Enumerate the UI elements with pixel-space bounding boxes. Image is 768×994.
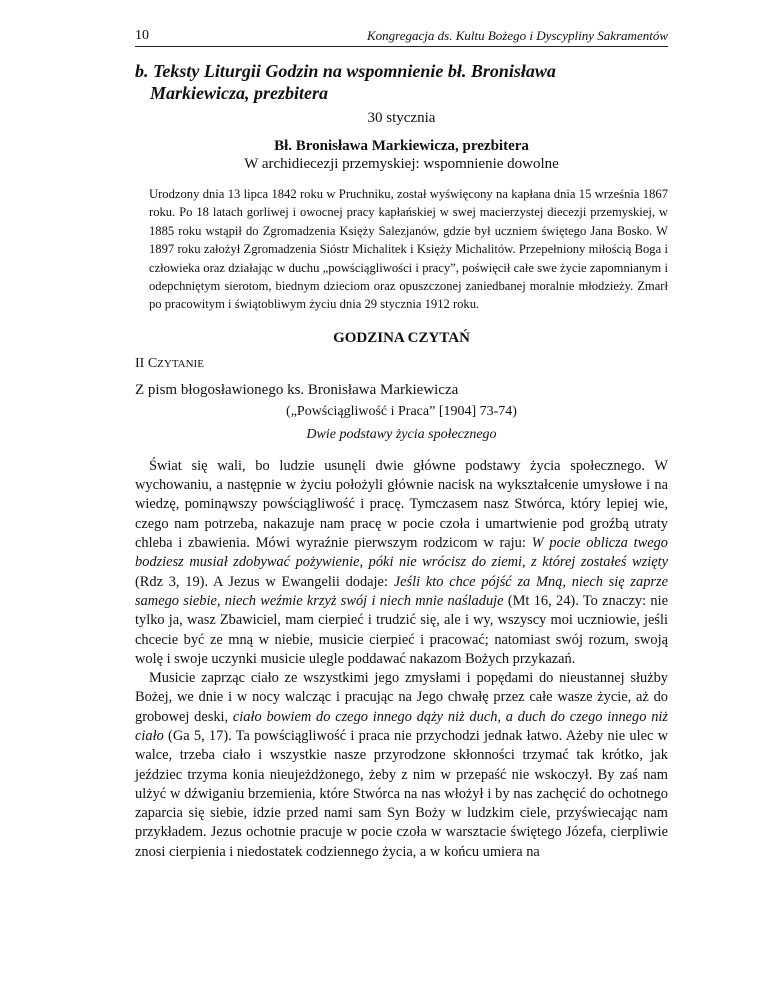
p1-text-a: Świat się wali, bo ludzie usunęli dwie główne podstawy życia społecznego. W wychowaniu, a następnie w życiu położyli głównie nacisk na wykształcenie umysłowe i na wiedzę, pominąwszy powściągliwość i pracę. Tymczasem nasz Stwórca, który lepiej wie, czego nam potrzeba, nakazuje nam pracę w pocie czoła i umartwienie pod groźbą utraty chleba i zbawienia. Mówi wyraźnie pierwszym rodzicom w raju: (135, 457, 668, 552)
feast-name: Bł. Bronisława Markiewicza, prezbitera (274, 138, 529, 154)
reading-source: Z pism błogosławionego ks. Bronisława Markiewicza (135, 381, 459, 398)
p2-text-b: (Ga 5, 17). Ta powściągliwość i praca nie przychodzi jednak łatwo. Ażeby nie ulec w walce, trzeba ciało i wszystkie nasze przyrodzone skłonności trzymać tak krótko, jak jeździec trzyma konia nieujeżdżonego, żeby z nim w przepaść nie wskoczył. By zaś nam ulżyć w dźwiganiu brzemienia, które Stwórca na nas włożył i by nas zachęcić do ochotnego zaparcia się siebie, idzie przed nami sam Syn Boży w ludzkim ciele, przyświecając nam przykładem. Jezus ochotnie pracuje w pocie czoła w warsztacie świętego Józefa, cierpliwie znosi cierpienia i niedostatek codziennego życia, a w końcu umiera na (135, 728, 668, 860)
feast-rank: W archidiecezji przemyskiej: wspomnienie dowolne (244, 156, 559, 172)
reading-paragraph-1 (135, 457, 668, 669)
page-number: 10 (135, 28, 149, 43)
reading-label (135, 356, 668, 372)
reading-label-prefix: II C (135, 355, 158, 371)
p1-quote-genesis: W pocie oblicza twego bodziesz musiał zdobywać pożywienie, póki nie wrócisz do ziemi, z której zostałeś wzięty (135, 535, 668, 571)
page-content (135, 60, 668, 862)
p2-quote-galatians: ciało bowiem do czego innego dąży niż duch, a duch do czego innego niż ciało (135, 708, 668, 744)
reading-label-rest: ZYTANIE (157, 357, 204, 370)
section-title (135, 60, 668, 104)
biography: Urodzony dnia 13 lipca 1842 roku w Pruchniku, został wyświęcony na kapłana dnia 15 września 1867 roku. Po 18 latach gorliwej i owocnej pracy kapłańskiej w swej macierzystej diecezji przemyskiej, w 1885 roku wstąpił do Zgromadzenia Księży Salezjanów, gdzie był uczniem świętego Jana Bosko. W 1897 roku założył Zgromadzenia Sióstr Michalitek i Księży Michalitów. Przepełniony miłością Boga i człowieka oraz działając w duchu „powściągliwości i pracy”, poświęcił całe swe życie zapomnianym i odepchniętym sierotom, biednym dzieciom oraz opuszczonej zaniedbanej moralnie młodzieży. Zmarł po pracowitym i świątobliwym życiu dnia 29 stycznia 1912 roku. (149, 187, 668, 312)
p1-text-c: (Mt 16, 24). To znaczy: nie tylko ja, wasz Zbawiciel, mam cierpieć i trudzić się, ale i wy, wszyscy moi uczniowie, jeśli chcecie być ze mną w niebie, musicie cierpieć i pracować; natomiast swój rozum, swoją wolę i swoje uczynki musicie ulegle poddawać nakazom Bożych przykazań. (135, 592, 668, 667)
reading-title: Dwie podstawy życia społecznego (306, 426, 497, 442)
reading-body (135, 457, 668, 862)
p2-text-a: Musicie zaprząc ciało ze wszystkimi jego zmysłami i popędami do nieustannej służby Bożej, we dnie i w nocy walcząc i pracując na Jego chwałę przez całe wasze życie, aż do grobowej deski, (135, 670, 668, 725)
p1-quote-matthew: Jeśli kto chce pójść za Mną, niech się zaprze samego siebie, niech weźmie krzyż swój i niech mnie naśladuje (135, 573, 668, 609)
reading-paragraph-2 (135, 669, 668, 862)
page-header (135, 26, 668, 47)
running-title: Kongregacja ds. Kultu Bożego i Dyscypliny Sakramentów (366, 28, 668, 43)
section-title-line2: Markiewicza, prezbitera (150, 83, 328, 103)
reading-citation: („Powściągliwość i Praca” [1904] 73-74) (286, 403, 517, 419)
office-heading: GODZINA CZYTAŃ (333, 329, 470, 346)
feast-date: 30 stycznia (367, 110, 436, 126)
section-title-line1: b. Teksty Liturgii Godzin na wspomnienie bł. Bronisława (135, 61, 556, 81)
p1-text-b: (Rdz 3, 19). A Jezus w Ewangelii dodaje: (135, 573, 394, 590)
